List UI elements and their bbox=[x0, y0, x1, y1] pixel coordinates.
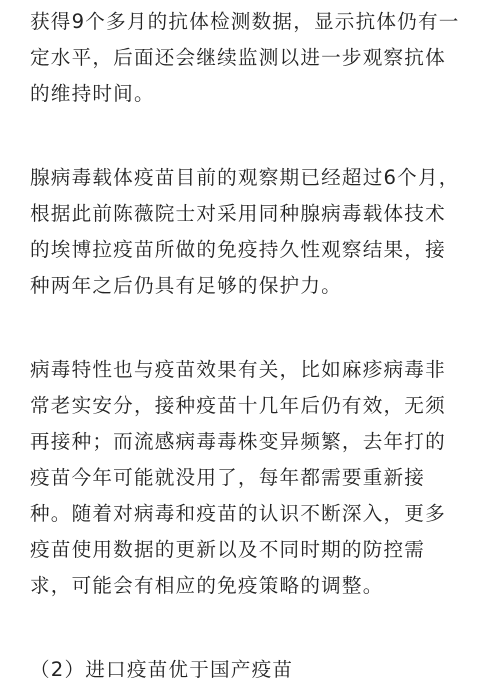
paragraph-line: 再接种；而流感病毒毒株变异频繁，去年打的 bbox=[30, 430, 446, 453]
paragraph-virus-characteristics bbox=[30, 352, 475, 604]
paragraph-line: 定水平，后面还会继续监测以进一步观察抗体 bbox=[30, 46, 446, 69]
paragraph-line: 求，可能会有相应的免疫策略的调整。 bbox=[30, 574, 384, 597]
paragraph-line: 种。随着对病毒和疫苗的认识不断深入，更多 bbox=[30, 502, 446, 525]
paragraph-line: 获得9个多月的抗体检测数据，显示抗体仍有一 bbox=[30, 10, 460, 33]
paragraph-antibody-data bbox=[30, 4, 475, 112]
paragraph-line: 的埃博拉疫苗所做的免疫持久性观察结果，接 bbox=[30, 238, 446, 261]
paragraph-line: 疫苗使用数据的更新以及不同时期的防控需 bbox=[30, 538, 426, 561]
paragraph-line: 常老实安分，接种疫苗十几年后仍有效，无须 bbox=[30, 394, 446, 417]
section-heading: （2）进口疫苗优于国产疫苗 bbox=[30, 658, 294, 681]
paragraph-adenovirus-vaccine bbox=[30, 160, 475, 304]
paragraph-line: 腺病毒载体疫苗目前的观察期已经超过6个月， bbox=[30, 166, 460, 189]
paragraph-line: 的维持时间。 bbox=[30, 82, 155, 105]
paragraph-line: 疫苗今年可能就没用了，每年都需要重新接 bbox=[30, 466, 426, 489]
article-body bbox=[30, 4, 475, 688]
paragraph-line: 种两年之后仍具有足够的保护力。 bbox=[30, 274, 342, 297]
paragraph-line: 病毒特性也与疫苗效果有关，比如麻疹病毒非 bbox=[30, 358, 446, 381]
paragraph-line: 根据此前陈薇院士对采用同种腺病毒载体技术 bbox=[30, 202, 446, 225]
